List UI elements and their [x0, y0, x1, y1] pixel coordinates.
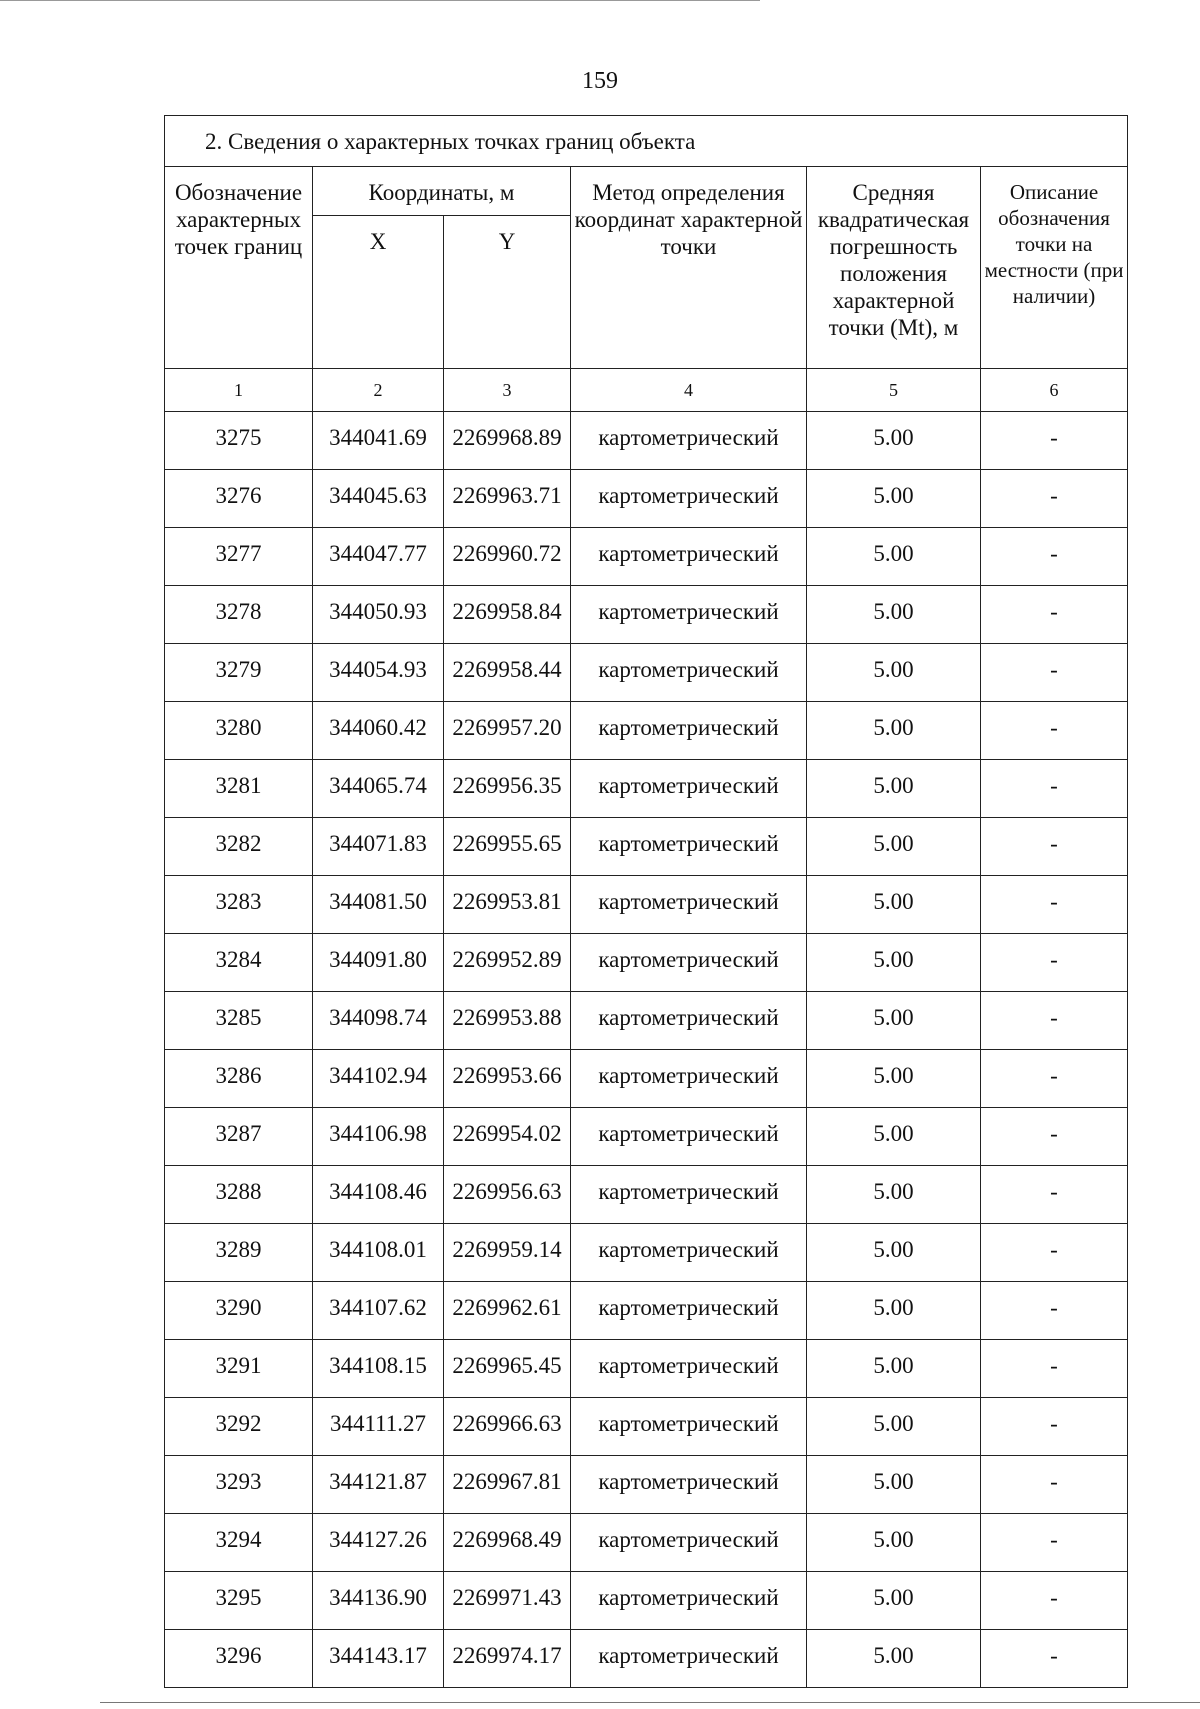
mean-square-error: 5.00 — [807, 1340, 981, 1398]
coordinate-y: 2269953.81 — [444, 876, 571, 934]
column-number: 3 — [444, 369, 571, 412]
boundary-points-table — [164, 115, 1128, 1688]
table-row — [165, 1340, 1128, 1398]
determination-method: картометрический — [571, 470, 807, 528]
mean-square-error: 5.00 — [807, 818, 981, 876]
table-row — [165, 702, 1128, 760]
mean-square-error: 5.00 — [807, 1572, 981, 1630]
table-row — [165, 1456, 1128, 1514]
coordinate-y: 2269956.35 — [444, 760, 571, 818]
point-designation: 3280 — [165, 702, 313, 760]
header-y: Y — [444, 216, 571, 369]
coordinate-x: 344121.87 — [313, 1456, 444, 1514]
coordinate-x: 344081.50 — [313, 876, 444, 934]
coordinate-x: 344047.77 — [313, 528, 444, 586]
determination-method: картометрический — [571, 1166, 807, 1224]
determination-method: картометрический — [571, 876, 807, 934]
point-designation: 3277 — [165, 528, 313, 586]
point-description: - — [981, 1166, 1128, 1224]
header-method: Метод определения координат характерной точки — [571, 167, 807, 369]
point-description: - — [981, 1456, 1128, 1514]
coordinate-y: 2269963.71 — [444, 470, 571, 528]
table-row — [165, 876, 1128, 934]
table-body — [165, 412, 1128, 1688]
point-description: - — [981, 818, 1128, 876]
point-designation: 3283 — [165, 876, 313, 934]
coordinate-y: 2269957.20 — [444, 702, 571, 760]
table-row — [165, 412, 1128, 470]
determination-method: картометрический — [571, 1630, 807, 1688]
table-row — [165, 470, 1128, 528]
coordinate-y: 2269955.65 — [444, 818, 571, 876]
table-row — [165, 586, 1128, 644]
point-designation: 3279 — [165, 644, 313, 702]
point-designation: 3285 — [165, 992, 313, 1050]
coordinate-y: 2269967.81 — [444, 1456, 571, 1514]
header-error: Средняя квадратическая погрешность положения характерной точки (Mt), м — [807, 167, 981, 369]
point-description: - — [981, 412, 1128, 470]
coordinate-y: 2269968.49 — [444, 1514, 571, 1572]
coordinate-x: 344136.90 — [313, 1572, 444, 1630]
coordinate-x: 344143.17 — [313, 1630, 444, 1688]
mean-square-error: 5.00 — [807, 1456, 981, 1514]
point-designation: 3290 — [165, 1282, 313, 1340]
coordinate-y: 2269954.02 — [444, 1108, 571, 1166]
determination-method: картометрический — [571, 1456, 807, 1514]
coordinate-y: 2269965.45 — [444, 1340, 571, 1398]
coordinate-x: 344108.15 — [313, 1340, 444, 1398]
mean-square-error: 5.00 — [807, 1514, 981, 1572]
point-designation: 3294 — [165, 1514, 313, 1572]
coordinate-y: 2269953.66 — [444, 1050, 571, 1108]
column-number: 4 — [571, 369, 807, 412]
point-designation: 3276 — [165, 470, 313, 528]
point-description: - — [981, 1282, 1128, 1340]
table-row — [165, 1572, 1128, 1630]
mean-square-error: 5.00 — [807, 644, 981, 702]
scan-edge-bottom — [100, 1702, 1200, 1703]
coordinate-x: 344071.83 — [313, 818, 444, 876]
table-row — [165, 1630, 1128, 1688]
table-row — [165, 818, 1128, 876]
coordinate-x: 344107.62 — [313, 1282, 444, 1340]
coordinate-x: 344091.80 — [313, 934, 444, 992]
coordinate-x: 344102.94 — [313, 1050, 444, 1108]
coordinate-y: 2269974.17 — [444, 1630, 571, 1688]
point-designation: 3287 — [165, 1108, 313, 1166]
coordinate-y: 2269953.88 — [444, 992, 571, 1050]
column-number: 5 — [807, 369, 981, 412]
coordinate-x: 344050.93 — [313, 586, 444, 644]
mean-square-error: 5.00 — [807, 1166, 981, 1224]
point-designation: 3289 — [165, 1224, 313, 1282]
table-row — [165, 528, 1128, 586]
determination-method: картометрический — [571, 1340, 807, 1398]
point-description: - — [981, 1398, 1128, 1456]
coordinate-y: 2269958.84 — [444, 586, 571, 644]
coordinate-x: 344065.74 — [313, 760, 444, 818]
determination-method: картометрический — [571, 992, 807, 1050]
table-title: 2. Сведения о характерных точках границ объекта — [165, 116, 1128, 167]
determination-method: картометрический — [571, 644, 807, 702]
mean-square-error: 5.00 — [807, 934, 981, 992]
determination-method: картометрический — [571, 586, 807, 644]
table-row — [165, 1108, 1128, 1166]
table-row — [165, 934, 1128, 992]
point-designation: 3275 — [165, 412, 313, 470]
coordinate-y: 2269958.44 — [444, 644, 571, 702]
determination-method: картометрический — [571, 1108, 807, 1166]
determination-method: картометрический — [571, 528, 807, 586]
determination-method: картометрический — [571, 760, 807, 818]
coordinate-y: 2269962.61 — [444, 1282, 571, 1340]
column-number-row — [165, 369, 1128, 412]
point-designation: 3296 — [165, 1630, 313, 1688]
point-description: - — [981, 702, 1128, 760]
point-designation: 3281 — [165, 760, 313, 818]
determination-method: картометрический — [571, 1398, 807, 1456]
mean-square-error: 5.00 — [807, 1282, 981, 1340]
coordinate-x: 344127.26 — [313, 1514, 444, 1572]
determination-method: картометрический — [571, 1050, 807, 1108]
point-designation: 3278 — [165, 586, 313, 644]
point-description: - — [981, 528, 1128, 586]
mean-square-error: 5.00 — [807, 1398, 981, 1456]
point-description: - — [981, 1630, 1128, 1688]
coordinate-x: 344054.93 — [313, 644, 444, 702]
determination-method: картометрический — [571, 702, 807, 760]
determination-method: картометрический — [571, 1514, 807, 1572]
point-designation: 3293 — [165, 1456, 313, 1514]
mean-square-error: 5.00 — [807, 1108, 981, 1166]
coordinate-y: 2269956.63 — [444, 1166, 571, 1224]
table-row — [165, 1514, 1128, 1572]
coordinate-x: 344111.27 — [313, 1398, 444, 1456]
table-row — [165, 1398, 1128, 1456]
table-row — [165, 992, 1128, 1050]
column-number: 6 — [981, 369, 1128, 412]
coordinate-y: 2269971.43 — [444, 1572, 571, 1630]
point-description: - — [981, 934, 1128, 992]
point-description: - — [981, 1572, 1128, 1630]
coordinate-y: 2269960.72 — [444, 528, 571, 586]
point-description: - — [981, 1224, 1128, 1282]
determination-method: картометрический — [571, 1572, 807, 1630]
mean-square-error: 5.00 — [807, 528, 981, 586]
point-description: - — [981, 470, 1128, 528]
determination-method: картометрический — [571, 1224, 807, 1282]
point-description: - — [981, 992, 1128, 1050]
header-description: Описание обозначения точки на местности (при наличии) — [981, 167, 1128, 369]
coordinate-x: 344098.74 — [313, 992, 444, 1050]
mean-square-error: 5.00 — [807, 586, 981, 644]
point-description: - — [981, 760, 1128, 818]
coordinate-x: 344108.01 — [313, 1224, 444, 1282]
coordinate-y: 2269966.63 — [444, 1398, 571, 1456]
coordinate-y: 2269968.89 — [444, 412, 571, 470]
page-number: 159 — [582, 68, 618, 94]
determination-method: картометрический — [571, 934, 807, 992]
point-designation: 3284 — [165, 934, 313, 992]
header-coordinates: Координаты, м — [313, 167, 571, 216]
table-row — [165, 1282, 1128, 1340]
coordinate-y: 2269952.89 — [444, 934, 571, 992]
coordinate-x: 344108.46 — [313, 1166, 444, 1224]
column-number: 1 — [165, 369, 313, 412]
coordinate-y: 2269959.14 — [444, 1224, 571, 1282]
coordinate-x: 344041.69 — [313, 412, 444, 470]
table-row — [165, 644, 1128, 702]
mean-square-error: 5.00 — [807, 992, 981, 1050]
table-row — [165, 1050, 1128, 1108]
coordinate-x: 344045.63 — [313, 470, 444, 528]
determination-method: картометрический — [571, 1282, 807, 1340]
mean-square-error: 5.00 — [807, 876, 981, 934]
point-designation: 3286 — [165, 1050, 313, 1108]
coordinate-x: 344106.98 — [313, 1108, 444, 1166]
point-designation: 3288 — [165, 1166, 313, 1224]
mean-square-error: 5.00 — [807, 1224, 981, 1282]
point-description: - — [981, 876, 1128, 934]
point-description: - — [981, 644, 1128, 702]
point-designation: 3282 — [165, 818, 313, 876]
point-designation: 3292 — [165, 1398, 313, 1456]
header-x: X — [313, 216, 444, 369]
mean-square-error: 5.00 — [807, 412, 981, 470]
table-row — [165, 1224, 1128, 1282]
determination-method: картометрический — [571, 412, 807, 470]
point-designation: 3291 — [165, 1340, 313, 1398]
determination-method: картометрический — [571, 818, 807, 876]
coordinate-x: 344060.42 — [313, 702, 444, 760]
header-designation: Обозначение характерных точек границ — [165, 167, 313, 369]
column-number: 2 — [313, 369, 444, 412]
point-description: - — [981, 1514, 1128, 1572]
table-row — [165, 1166, 1128, 1224]
point-description: - — [981, 1340, 1128, 1398]
mean-square-error: 5.00 — [807, 470, 981, 528]
mean-square-error: 5.00 — [807, 1050, 981, 1108]
mean-square-error: 5.00 — [807, 760, 981, 818]
point-description: - — [981, 1050, 1128, 1108]
point-description: - — [981, 1108, 1128, 1166]
point-designation: 3295 — [165, 1572, 313, 1630]
table-row — [165, 760, 1128, 818]
scan-edge-top — [0, 0, 760, 1]
point-description: - — [981, 586, 1128, 644]
mean-square-error: 5.00 — [807, 702, 981, 760]
mean-square-error: 5.00 — [807, 1630, 981, 1688]
